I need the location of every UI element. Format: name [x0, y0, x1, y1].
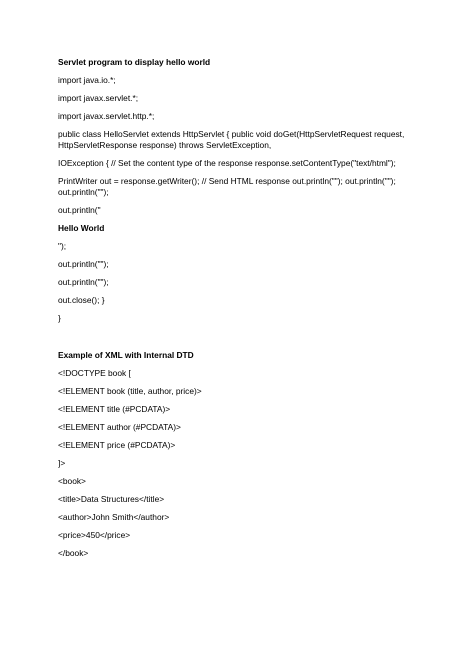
code-line: IOException { // Set the content type of the response response.setContentType("text/html"); [58, 158, 396, 168]
code-line: out.println(""); [58, 187, 109, 197]
code-line: HttpServletResponse response) throws ServletException, [58, 140, 272, 150]
code-line: <book> [58, 476, 86, 486]
code-line: "); [58, 241, 67, 251]
code-line: <!DOCTYPE book [ [58, 368, 131, 378]
code-line: out.println(" [58, 205, 101, 215]
code-line: PrintWriter out = response.getWriter(); // Send HTML response out.println(""); out.println(""); [58, 176, 396, 186]
code-line: <!ELEMENT book (title, author, price)> [58, 386, 202, 396]
section1-heading: Servlet program to display hello world [58, 57, 211, 67]
code-line: <!ELEMENT price (#PCDATA)> [58, 440, 176, 450]
code-line: </book> [58, 548, 89, 558]
code-line: import javax.servlet.http.*; [58, 111, 155, 121]
code-line: out.println(""); [58, 259, 109, 269]
code-line: <price>450</price> [58, 530, 131, 540]
code-line: import java.io.*; [58, 75, 116, 85]
code-line-hello-world: Hello World [58, 223, 105, 233]
code-line: out.close(); } [58, 295, 105, 305]
code-line: import javax.servlet.*; [58, 93, 139, 103]
code-line: public class HelloServlet extends HttpServlet { public void doGet(HttpServletRequest request, [58, 129, 405, 139]
code-line: ]> [58, 458, 66, 468]
code-line: out.println(""); [58, 277, 109, 287]
code-line: <!ELEMENT title (#PCDATA)> [58, 404, 171, 414]
code-line: <author>John Smith</author> [58, 512, 170, 522]
code-line: } [58, 313, 61, 323]
code-line: <title>Data Structures</title> [58, 494, 165, 504]
code-line: <!ELEMENT author (#PCDATA)> [58, 422, 181, 432]
section2-heading: Example of XML with Internal DTD [58, 350, 194, 360]
